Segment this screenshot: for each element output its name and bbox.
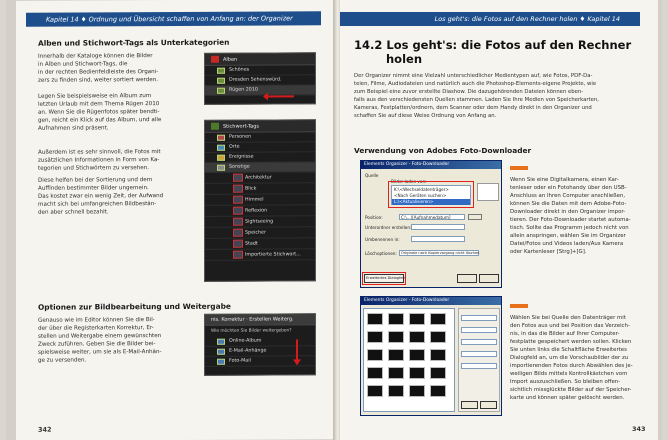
- rename-select[interactable]: [411, 236, 465, 242]
- subtag-item[interactable]: Reflexion: [205, 205, 315, 217]
- subtag-item[interactable]: Sightseeing: [205, 216, 315, 228]
- intro-paragraph: Der Organizer nimmt eine Vielzahl unterschiedlicher Medientypen auf, wie Fotos, PDF-Da- teien, Filme, Audiodateien und natürlich auch die Photoshop-Elements-eigene Projekte, wie zum Beispiel eine zuvor erstellte Diashow. Die dazugehörenden Dateien können eben- falls aus den verschiedensten Quellen stammen. Laden Sie Ihre Medien von Speicherkarten, Kameras, Festplatten/ordnern, dem Scanner oder dem Handy direkt in den Organizer und schaffen Sie auf diese Weise Ordnung von Anfang an.: [354, 73, 599, 119]
- rename-label: Umbenennen in:: [365, 237, 400, 242]
- photo-thumbnail[interactable]: [388, 349, 404, 361]
- paragraph-downloader: Wenn Sie eine Digitalkamera, einen Kar- tenleser oder ein Fotohandy über den USB- Anschluss an Ihren Computer anschließen, können Sie die Daten mit dem Adobe-Foto- Downloader direkt in den Organizer impor- tieren. Der Foto-Downloader startet automa- tisch. Sollte das Programm jedoch nicht von allein anspringen, wählen Sie im Organizer Datei/Fotos und Videos laden/Aus Kamera oder Kartenleser [Strg]+[G].: [510, 177, 631, 255]
- source-option[interactable]: K:\<Wechseldatenträger>: [394, 187, 449, 192]
- book-spread: [6, 0, 662, 440]
- settings-field[interactable]: [461, 363, 497, 369]
- chapter-title: 14.2 Los geht's: die Fotos auf den Rechner holen: [354, 38, 632, 66]
- albums-panel-header: Alben: [205, 53, 315, 66]
- dialog-titlebar: Elements Organizer - Foto-Downloader: [361, 161, 501, 169]
- photo-thumbnail[interactable]: [388, 367, 404, 379]
- right-page: [340, 0, 658, 440]
- tag-thumbnail-icon: [233, 174, 243, 182]
- paragraph-ruegen: Legen Sie beispielsweise ein Album zum letzten Urlaub mit dem Thema Rügen 2010 an. Wenn Sie die Rügenfotos später bendti- gen, reicht ein Klick auf das Album, und alle Aufnahmen sind präsent.: [38, 93, 162, 132]
- left-running-header: Kapitel 14 ♦ Ordnung und Übersicht schaffen von Anfang an: der Organizer: [26, 11, 321, 27]
- orange-step-marker: [510, 166, 528, 170]
- page-number-right: 343: [632, 425, 646, 433]
- tag-category[interactable]: Sonstige: [205, 162, 315, 173]
- photo-thumbnail[interactable]: [409, 313, 425, 325]
- photo-thumbnail[interactable]: [367, 367, 383, 379]
- paragraph-tags: Außerdem ist es sehr sinnvoll, die Fotos mit zusätzlichen Informationen in Form von Ka- tegorien und Stichwörtern zu versehen.: [38, 149, 161, 172]
- share-question: Wie möchten Sie Bilder weitergeben?: [211, 328, 292, 334]
- photo-thumbnail[interactable]: [367, 331, 383, 343]
- settings-field[interactable]: [461, 351, 497, 357]
- red-down-arrowhead: [293, 359, 301, 369]
- share-option[interactable]: Online-Album: [205, 336, 315, 347]
- get-media-button[interactable]: [457, 274, 477, 283]
- photo-thumbnail[interactable]: [388, 385, 404, 397]
- subtag-item[interactable]: Himmel: [205, 194, 315, 206]
- photo-thumbnail[interactable]: [367, 313, 383, 325]
- cancel-button[interactable]: [479, 274, 499, 283]
- photo-thumbnail[interactable]: [409, 367, 425, 379]
- browse-button[interactable]: [468, 214, 482, 220]
- category-icon: [217, 165, 225, 171]
- red-highlight-box: [362, 272, 406, 285]
- editor-tabs[interactable]: nis. Korrektur · Erstellen Weiterg.: [205, 314, 315, 326]
- photo-thumbnail[interactable]: [388, 313, 404, 325]
- photo-thumbnail[interactable]: [430, 349, 446, 361]
- tag-category[interactable]: Personen: [205, 132, 315, 143]
- share-option[interactable]: Foto-Mail: [205, 356, 315, 367]
- tag-category[interactable]: Ereignisse: [205, 152, 315, 163]
- album-folder-icon: [217, 88, 225, 94]
- photo-thumbnail[interactable]: [367, 385, 383, 397]
- tags-panel-screenshot: [204, 119, 316, 282]
- tags-panel-header: Stichwort-Tags: [205, 120, 315, 133]
- paragraph-albums: Innerhalb der Kataloge können die Bilder in Alben und Stichwort-Tags, die in der rechten Bedienfeldleiste des Organi- zers zu finden sind, weiter sortiert werden.: [38, 53, 159, 84]
- settings-sidebar: [458, 308, 500, 412]
- section-title-downloader: Verwendung von Adobes Foto-Downloader: [354, 146, 532, 155]
- album-folder-icon: [217, 78, 225, 84]
- subtag-item[interactable]: Architektur: [205, 172, 315, 184]
- albums-icon: [211, 56, 219, 63]
- tag-thumbnail-icon: [233, 218, 243, 226]
- settings-field[interactable]: [461, 315, 497, 321]
- source-option[interactable]: <Nach Geräten suchen>: [394, 193, 447, 198]
- advanced-downloader-dialog: [360, 296, 502, 416]
- section-title-albums: Alben und Stichwort-Tags als Unterkategorien: [38, 37, 230, 48]
- foto-downloader-dialog: [360, 160, 502, 288]
- orange-step-marker: [510, 304, 528, 308]
- red-highlight-box: [388, 181, 474, 208]
- photo-thumbnail[interactable]: [388, 331, 404, 343]
- settings-field[interactable]: [461, 339, 497, 345]
- left-page: [16, 0, 334, 440]
- red-arrow-annotation: [268, 95, 294, 97]
- source-label: Quelle: [365, 173, 379, 178]
- photo-thumbnail[interactable]: [409, 331, 425, 343]
- subtag-item[interactable]: Importierte Stichwort...: [205, 249, 315, 261]
- paragraph-sorting: Diese helfen bei der Sortierung und dem Auffinden bestimmter Bilder ungemein. Das kostet zwar ein wenig Zeit, der Aufwand macht sich bei umfangreichen Bildbestän- den aber schnell bezahlt.: [38, 177, 164, 216]
- category-icon: [217, 135, 225, 141]
- subfolder-select[interactable]: [411, 224, 465, 230]
- paragraph-source-selection: Wählen Sie bei Quelle den Datenträger mit den Fotos aus und bei Position das Verzeich- nis, in das die Bilder auf Ihrer Computer- festplatte gespeichert werden sollen. Klicken Sie unten links die Schaltfläche Erweitertes Dialogfeld an, um die Vorschaubilder der zu importierenden Fotos durch Abwählen des je- weiligen Bilds mittels Kontrollkästchen vom Import auszuschließen. So bleiben offen- sichtlich missglückte Bilder auf der Speicher- karte und können später gelöscht werden.: [510, 315, 633, 401]
- source-option[interactable]: L:\<Aktualisieren>: [394, 199, 434, 204]
- page-number-left: 342: [38, 425, 52, 434]
- album-item-selected[interactable]: Rügen 2010: [205, 85, 315, 96]
- advanced-dialog-label: Erweitertes Dialogfeld: [366, 276, 406, 280]
- photo-thumbnail[interactable]: [430, 367, 446, 379]
- photo-thumbnail[interactable]: [409, 349, 425, 361]
- settings-field[interactable]: [461, 327, 497, 333]
- cancel-button[interactable]: [480, 401, 497, 409]
- tag-thumbnail-icon: [233, 229, 243, 237]
- album-folder-icon: [217, 68, 225, 74]
- tag-icon: [211, 123, 219, 130]
- tag-category[interactable]: Orte: [205, 142, 315, 153]
- section-title-options: Optionen zur Bildbearbeitung und Weitergabe: [38, 301, 231, 312]
- right-running-header: Los geht's: die Fotos auf den Rechner holen ♦ Kapitel 14: [340, 12, 640, 26]
- photo-thumbnail[interactable]: [367, 349, 383, 361]
- album-item[interactable]: Dresden Sehenswürd.: [205, 75, 315, 86]
- delete-options-label: Löschoptionen:: [365, 251, 397, 256]
- dialog-titlebar: Elements Organizer - Foto-Downloader: [361, 297, 501, 305]
- subtag-item[interactable]: Speicher: [205, 227, 315, 239]
- albums-panel-screenshot: [204, 52, 316, 105]
- get-media-button[interactable]: [461, 401, 478, 409]
- source-prompt: Bilder laden von:: [391, 179, 427, 184]
- album-item[interactable]: Schönes: [205, 65, 315, 76]
- category-icon: [217, 145, 225, 151]
- subtag-item[interactable]: Stadt: [205, 238, 315, 250]
- photo-thumbnail[interactable]: [409, 385, 425, 397]
- photo-mail-icon: [217, 359, 225, 365]
- photo-thumbnail[interactable]: [430, 385, 446, 397]
- photo-thumbnail[interactable]: [430, 331, 446, 343]
- email-icon: [217, 349, 225, 355]
- destination-value: C:\...\[Aufnahmedatum]: [401, 215, 451, 220]
- subtag-item[interactable]: Blick: [205, 183, 315, 195]
- photo-thumbnail[interactable]: [430, 313, 446, 325]
- red-down-arrow: [296, 339, 298, 361]
- tag-thumbnail-icon: [233, 185, 243, 193]
- share-option[interactable]: E-Mail-Anhänge: [205, 346, 315, 357]
- online-album-icon: [217, 339, 225, 345]
- category-icon: [217, 155, 225, 161]
- paragraph-options: Genauso wie im Editor können Sie die Bil- der über die Registerkarten Korrektur, Er- stellen und Weitergabe einem gewünschten Zweck zuführen. Geben Sie die Bilder bei- spielsweise weiter, um sie als E-Mail-Anhän- ge zu versenden.: [38, 317, 162, 364]
- tag-thumbnail-icon: [233, 196, 243, 204]
- tag-thumbnail-icon: [233, 251, 243, 259]
- destination-label: Position:: [365, 215, 383, 220]
- camera-preview: [477, 183, 499, 201]
- tag-thumbnail-icon: [233, 240, 243, 248]
- delete-options-value: Originale nach Kopiervorgang nicht löschen: [401, 251, 480, 255]
- tag-thumbnail-icon: [233, 207, 243, 215]
- subfolder-label: Unterordner erstellen:: [365, 225, 412, 230]
